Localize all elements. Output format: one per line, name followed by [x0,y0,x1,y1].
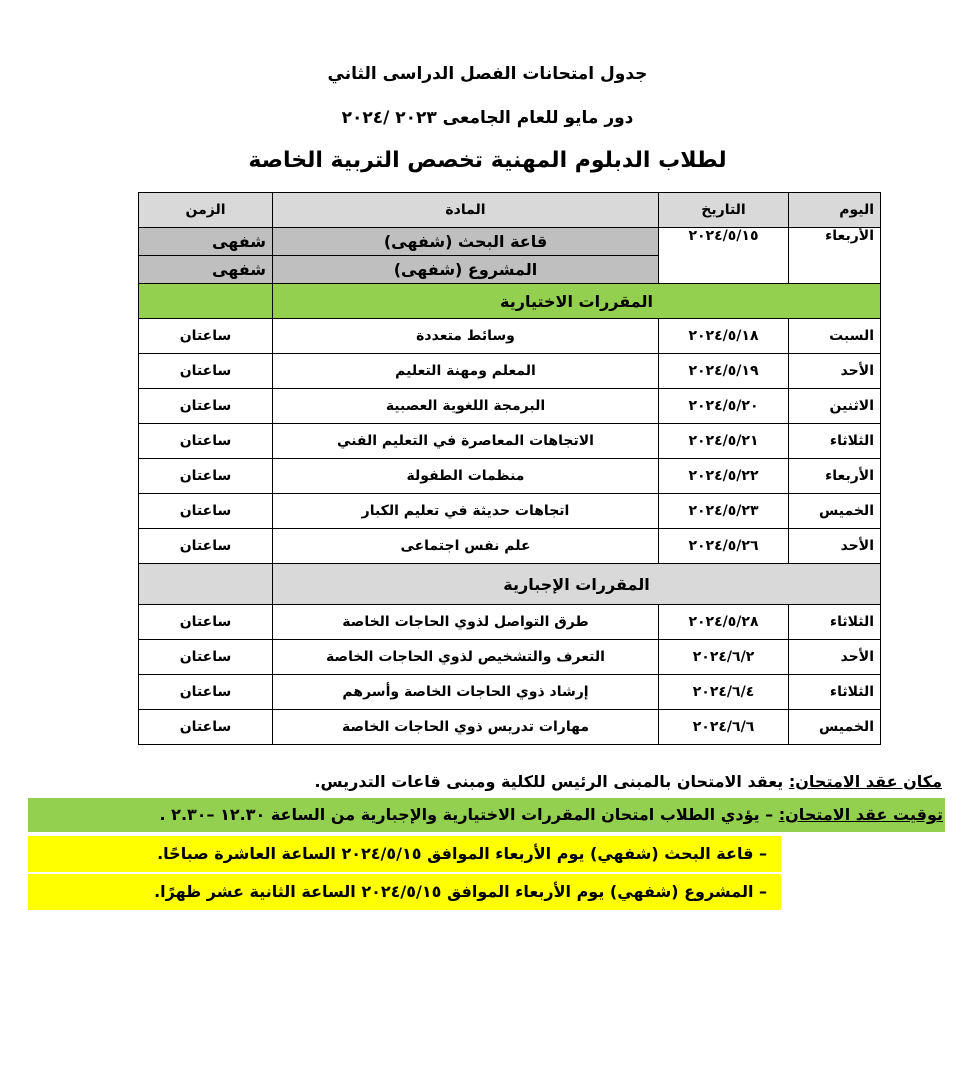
row-date: ٢٠٢٤/٦/٦ [659,710,789,745]
table-row [139,228,881,256]
table-row [139,640,881,675]
exam-schedule-table [138,192,881,745]
row-subject: طرق التواصل لذوي الحاجات الخاصة [273,605,659,640]
row-time: ساعتان [139,605,273,640]
venue-note [314,772,942,791]
row-day: الاثنين [789,389,881,424]
row-date: ٢٠٢٤/٥/٢٨ [659,605,789,640]
row-subject: التعرف والتشخيص لذوي الحاجات الخاصة [273,640,659,675]
row-date: ٢٠٢٤/٦/٢ [659,640,789,675]
table-row [139,605,881,640]
row-time: ساعتان [139,319,273,354]
row-subject: اتجاهات حديثة في تعليم الكبار [273,494,659,529]
row-time: ساعتان [139,459,273,494]
row-day: الأحد [789,354,881,389]
row-date: ٢٠٢٤/٥/٢٠ [659,389,789,424]
section-blank-cell [139,284,273,319]
row-day: السبت [789,319,881,354]
row-day: الخميس [789,710,881,745]
table-row [139,710,881,745]
row-day: الأحد [789,529,881,564]
header-subject: المادة [273,193,659,228]
table-row [139,319,881,354]
row-time: ساعتان [139,710,273,745]
row-date: ٢٠٢٤/٥/٢٦ [659,529,789,564]
timing-label: توقيت عقد الامتحان: [778,805,943,824]
row-subject: إرشاد ذوي الحاجات الخاصة وأسرهم [273,675,659,710]
row-subject: علم نفس اجتماعى [273,529,659,564]
row-date: ٢٠٢٤/٥/٢٢ [659,459,789,494]
venue-text: يعقد الامتحان بالمبنى الرئيس للكلية ومبنى قاعات التدريس. [314,772,789,791]
title-line-3: لطلاب الدبلوم المهنية تخصص التربية الخاصة [248,148,727,173]
row-date: ٢٠٢٤/٥/٢١ [659,424,789,459]
oral-time-2: شفهى [139,256,273,284]
section-title-elective: المقررات الاختيارية [273,284,881,319]
highlight-note-project: – المشروع (شفهي) يوم الأربعاء الموافق ٢٠٢٤/٥/١٥ الساعة الثانية عشر ظهرًا. [28,874,781,910]
oral-time-1: شفهى [139,228,273,256]
row-day: الثلاثاء [789,675,881,710]
timing-text: – يؤدي الطلاب امتحان المقررات الاختيارية والإجبارية من الساعة ١٢.٣٠ –٢.٣٠ . [159,805,779,824]
section-blank-cell [139,564,273,605]
section-row-elective [139,284,881,319]
oral-subject-1: قاعة البحث (شفهى) [273,228,659,256]
timing-note [28,798,945,832]
title-line-2: دور مايو للعام الجامعى ٢٠٢٣ /٢٠٢٤ [341,108,634,128]
row-time: ساعتان [139,494,273,529]
row-subject: المعلم ومهنة التعليم [273,354,659,389]
table-row [139,459,881,494]
title-line-1: جدول امتحانات الفصل الدراسى الثاني [327,64,648,84]
row-time: ساعتان [139,424,273,459]
row-day: الثلاثاء [789,424,881,459]
row-date: ٢٠٢٤/٥/١٩ [659,354,789,389]
table-header-row [139,193,881,228]
row-day: الخميس [789,494,881,529]
header-time: الزمن [139,193,273,228]
table-row [139,494,881,529]
oral-day: الأربعاء [789,228,881,284]
table-row [139,424,881,459]
section-title-mandatory: المقررات الإجبارية [273,564,881,605]
table-row [139,529,881,564]
row-subject: منظمات الطفولة [273,459,659,494]
row-date: ٢٠٢٤/٥/١٨ [659,319,789,354]
row-time: ساعتان [139,640,273,675]
table-row [139,389,881,424]
row-subject: البرمجة اللغوية العصبية [273,389,659,424]
row-subject: وسائط متعددة [273,319,659,354]
row-time: ساعتان [139,389,273,424]
row-time: ساعتان [139,529,273,564]
row-time: ساعتان [139,675,273,710]
row-day: الأحد [789,640,881,675]
header-day: اليوم [789,193,881,228]
row-date: ٢٠٢٤/٦/٤ [659,675,789,710]
oral-date: ٢٠٢٤/٥/١٥ [659,228,789,284]
oral-subject-2: المشروع (شفهى) [273,256,659,284]
header-date: التاريخ [659,193,789,228]
table-row [139,354,881,389]
row-date: ٢٠٢٤/٥/٢٣ [659,494,789,529]
row-day: الأربعاء [789,459,881,494]
highlight-note-research: – قاعة البحث (شفهي) يوم الأربعاء الموافق ٢٠٢٤/٥/١٥ الساعة العاشرة صباحًا. [28,836,781,872]
table-row [139,675,881,710]
row-subject: الاتجاهات المعاصرة في التعليم الفني [273,424,659,459]
row-day: الثلاثاء [789,605,881,640]
row-subject: مهارات تدريس ذوي الحاجات الخاصة [273,710,659,745]
row-time: ساعتان [139,354,273,389]
venue-label: مكان عقد الامتحان: [788,772,942,791]
section-row-mandatory [139,564,881,605]
